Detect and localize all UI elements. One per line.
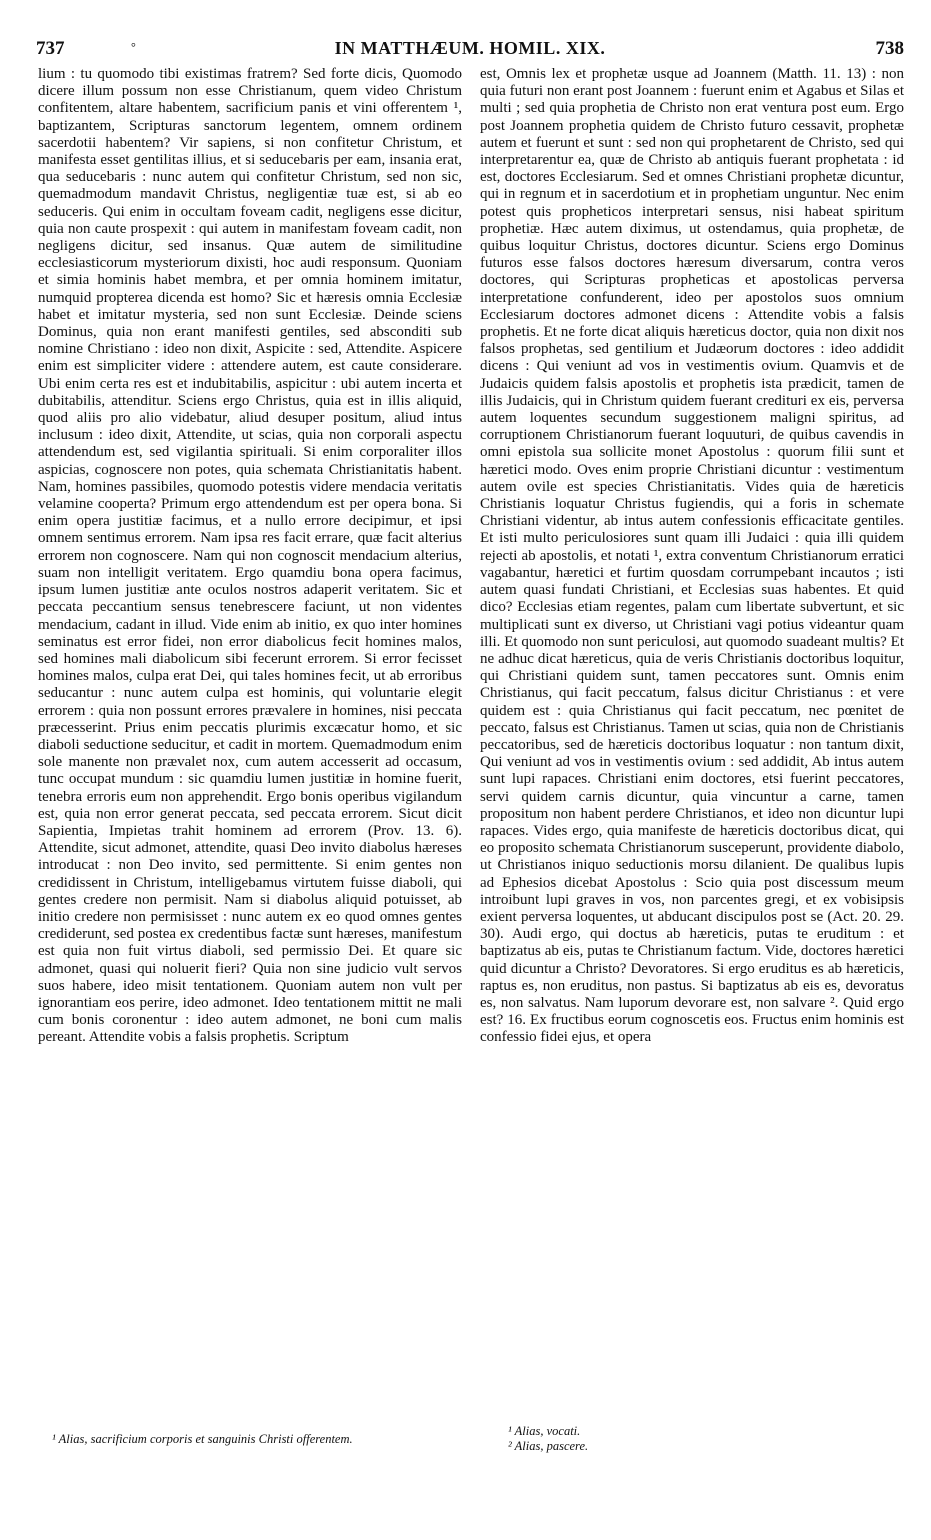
page-number-right: 738: [875, 38, 904, 59]
right-column: [480, 66, 904, 1047]
footnote-left-1: ¹ Alias, sacrificium corporis et sanguinis Christi offerentem.: [52, 1432, 353, 1446]
left-column: [38, 66, 462, 1047]
page-header: [36, 38, 904, 62]
right-column-text: est, Omnis lex et prophetæ usque ad Joannem (Matth. 11. 13) : non quia futuri non erant post Joannem : fuerunt enim et Agabus et Silas et multi ; sed quia prophetia de Christo non erat ventura post eum. Ergo post Joannem prophetia quidem de Christo futuro cessavit, prophetæ autem et fuerunt et sunt : sed non qui prophetarent de Christo, sed qui interpretarentur ea, quæ de Christo ab antiquis fuerant prophetata : id est, doctores Ecclesiarum. Sed et omnes Christiani prophetæ dicuntur, qui in regnum et in sacerdotium et in prophetiam unguntur. Nec enim potest quis propheticos interpretari sensus, nisi habeat spiritum prophetiæ. Hæc autem diximus, ut ostendamus, quia prophetæ, de quibus loquitur Christus, doctores dicuntur. Sciens ergo Dominus futuros esse falsos doctores hæresum diversarum, contra veros doctores, qui Scripturas propheticas et apostolicas perversa interpretatione confunderent, ideo per apostolos suos omnium Ecclesiarum doctores admonet dicens : Attendite vobis a falsis prophetis. Et ne forte dicat aliquis hæreticus doctor, quia non dixit nos falsos prophetas, sed gentilium et Judæorum doctores : ideo addidit dicens : Qui veniunt ad vos in vestimentis ovium. Quamvis et de Judaicis quidem falsis apostolis et prophetis ista prædicit, tamen de illis Judaicis, qui in Christum quidem fuerant credituri ex eis, perversa autem loquentes secundum suggestionem maligni spiritus, ad corruptionem Christianorum fuerant loquuturi, de quibus cavendis in omni epistola sua sollicite monet Apostolus : quorum filii sunt et hæretici modo. Oves enim proprie Christiani dicuntur : vestimentum autem ovile est species Christianitatis. Vides quia de hæreticis Christianis loquatur Christus fugiendis, qui a foris in schemate Christiani videntur, ab intus autem confessionis efficacitate gentiles. Et isti multo periculosiores sunt quam illi Judaici : quia illi quidem rejecti ab apostolis, et notati ¹, extra conventum Christianorum erratici vagabantur, hæretici et furtim quosdam corrumpebant incautos ; isti autem quasi fundati Christiani, et Ecclesias suas habentes. Et quid dico? Ecclesias etiam regentes, palam cum libertate subvertunt, et sic multiplicati sunt ex diverso, ut Christiani vagi potius videantur quam illi. Et quomodo non sunt periculosi, aut quomodo suadeant multis? Et ne adhuc dicat hæreticus, quia de veris Christianis doctoribus loquitur, qui Christiani quidem sunt, tamen peccatores sunt. Omnis enim Christianus, qui facit peccatum, falsus dicitur Christianus : et vere quidem est : quia Christianus qui facit peccatum, nec pœnitet de peccato, falsus est Christianus. Tamen ut scias, quia non de Christianis peccatoribus, sed de hæreticis doctoribus loquatur : non tantum dixit, Qui veniunt ad vos in vestimentis ovium : sed addidit, Ab intus autem sunt lupi rapaces. Christiani enim doctores, etsi fuerint peccatores, servi quidem carnis dicuntur, quia vincuntur a carne, tamen propositum non habent perdere Christianos, et ideo non dicuntur lupi rapaces. Vides ergo, quia manifeste de hæreticis doctoribus dicat, qui eo proposito schemata Christianorum susceperunt, providente diabolo, ut Christianos iniquo seductionis morsu dilanient. De qualibus lupis ad Ephesios dicebat Apostolus : Scio quia post discessum meum introibunt lupi graves in vos, non parcentes gregi, et ex vobisipsis exient perversa loquentes, ut abducant discipulos post se (Act. 20. 29. 30). Audi ergo, qui doctus ab hæreticis, putas te eruditum : et baptizatus ab eis, putas te Christianum factum. Vide, doctores hæretici quid dicuntur a Christo? Devoratores. Si ergo eruditus es ab hæreticis, raptus es, non eruditus, non pastus. Si baptizatus ab eis es, devoratus es, non salvatus. Nam luporum devorare est, non salvare ². Quid ergo est? 16. Ex fructibus eorum cognoscetis eos. Fructus enim hominis est confessio fidei ejus, et opera: [480, 66, 904, 1046]
footnote-right-1: ¹ Alias, vocati.: [508, 1424, 581, 1438]
printer-mark: °: [131, 40, 136, 54]
footnotes-right: [508, 1424, 888, 1454]
running-title: IN MATTHÆUM. HOMIL. XIX.: [334, 38, 606, 58]
footnotes-left: [52, 1432, 460, 1447]
footnote-right-2: ² Alias, pascere.: [508, 1439, 589, 1453]
page-number-left: 737: [36, 38, 65, 59]
left-column-text: lium : tu quomodo tibi existimas fratrem? Sed forte dicis, Quomodo dicere illum possum non esse Christianum, quem video Christum confitentem, altare habentem, sacrificium panis et vini offerentem ¹, baptizantem, Scripturas sanctorum legentem, omnem ordinem sacerdotii habentem? Vir sapiens, si non confitetur Christum, et manifesta esset gentilitas illius, et si seducebaris per eam, insania erat, qua seducebaris : nunc autem qui confitetur Christum, sed non sic, quemadmodum mandavit Christus, negligentiæ tuæ est, si ab eo seduceris. Qui enim in occultam foveam cadit, negligens esse dicitur, quia non caute prospexit : qui autem in manifestam foveam cadit, non negligens dicitur, sed insanus. Quæ autem de similitudine ecclesiasticorum mysteriorum dixisti, hoc audi responsum. Quoniam et simia hominis habet membra, et per omnia hominem imitatur, numquid propterea dicenda est homo? Sic et hæresis omnia Ecclesiæ habet et imitatur mysteria, sed non sunt Ecclesiæ. Deinde sciens Dominus, quia non erant manifesti gentiles, sed absconditi sub nomine Christiano : ideo non dixit, Aspicite : sed, Attendite. Aspicere enim est simpliciter videre : attendere autem, est caute considerare. Ubi enim certa res est et indubitabilis, aspicitur : ubi autem incerta et dubitabilis, attenditur. Sciens ergo Christus, quia est in illis aliquid, quod aliis pro alio videbatur, aliud desuper positum, aliud intus inclusum : ideo dixit, Attendite, ut scias, quia non corporali aspectu attendendum est, sed vigilantia spirituali. Si enim corporaliter illos aspicias, cognoscere non potes, quia schemata Christianitatis habent. Nam, homines passibiles, quomodo potestis videre mendacia veritatis velamine cooperta? Primum ergo attendendum est per opera bona. Si enim opera justitiæ facimus, et a nullo errore decipimur, et ipsi omnem sentimus errorem. Nam ipsa res facit errare, quæ facit alterius errorem non cognoscere. Nam qui non cognoscit mendacium alterius, suam non intelligit veritatem. Ergo quamdiu bona opera facimus, ipsum lumen justitiæ ante oculos nostros adaperit veritatem. Sic et peccata peccantium sensus tenebrescere faciunt, ut non videntes mendacium, cadant in illud. Vide enim ab initio, ex quo inter homines seminatus est error fidei, non error diabolicus fecit homines malos, sed homines mali diabolicum sibi fecerunt errorem. Si error fecisset homines malos, culpa erat Dei, qui tales homines fecit, ut ab erroribus seducantur : nunc autem culpa est hominis, qui voluntarie elegit errorem : quia non possunt errores prævalere in homines, nisi peccata præcesserint. Prius enim peccatis plurimis excæcatur homo, et sic diaboli seductione seducitur, et cadit in mortem. Quemadmodum enim sole manente non prævalet nox, cum autem accesserit ad occasum, tunc occupat mundum : sic quamdiu lumen justitiæ in homine fuerit, tenebra erroris eum non apprehendit. Ergo bonis operibus vigilandum est, quia non error generat peccata, sed peccata errorem. Sicut dicit Sapientia, Impietas trahit hominem ad errorem (Prov. 13. 6). Attendite, sicut admonet, attendite, quasi Deo invito diabolus hæreses introducat : non Deo invito, sed permittente. Si enim gentes non credidissent in Christum, intelligebamus virtutem fuisse diaboli, qui gentes credere non permisit. Nam si diabolus aliquid potuisset, ab initio credere non permisisset : nunc autem ex eo quod omnes gentes crediderunt, sed postea ex credentibus factæ sunt hæreses, manifestum est quia non fuit virtus diaboli, sed permissio Dei. Et quare sic admonet, quasi qui noluerit fieri? Quia non sine judicio vult servos suos habere, ideo misit tentationem. Quoniam autem non vult per ignorantiam eos perire, ideo admonet. Ideo tentationem mittit ne mali cum bonis coronentur : ideo autem admonet, ne boni cum malis pereant. Attendite vobis a falsis prophetis. Scriptum: [38, 66, 462, 1046]
